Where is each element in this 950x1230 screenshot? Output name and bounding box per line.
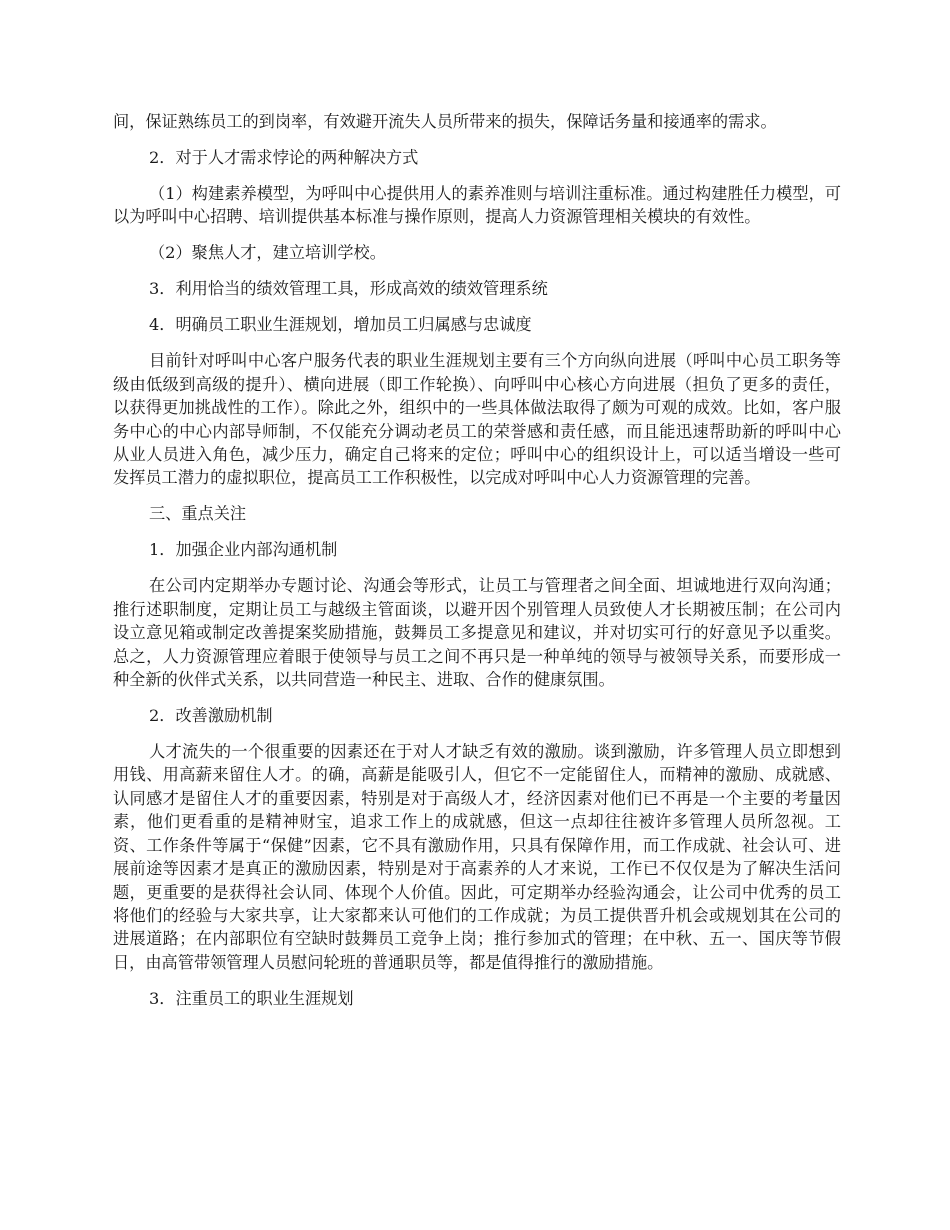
section-heading-incentives: 2．改善激励机制	[149, 706, 273, 726]
section-heading-employee-career: 3．注重员工的职业生涯规划	[149, 988, 354, 1008]
paragraph-training-school: （2）聚焦人才，建立培训学校。	[149, 243, 386, 263]
paragraph-communication: 在公司内定期举办专题讨论、沟通会等形式，让员工与管理者之间全面、坦诚地进行双向沟通；推行述职制度，定期让员工与越级主管面谈，以避开因个别管理人员致使人才长期被压制；在公司内设立意见箱或制定改善提案奖励措施，鼓舞员工多提意见和建议，并对切实可行的好意见予以重奖。总之，人力资源管理应着眼于使领导与员工之间不再只是一种单纯的领导与被领导关系，而要形成一种全新的伙伴式关系，以共同营造一种民主、进取、合作的健康氛围。	[113, 576, 841, 690]
section-heading-talent-paradox: 2．对于人才需求悖论的两种解决方式	[149, 148, 419, 167]
section-heading-career-planning: 4．明确员工职业生涯规划，增加员工归属感与忠诚度	[149, 315, 532, 335]
section-heading-communication: 1．加强企业内部沟通机制	[149, 540, 338, 560]
section-heading-key-focus: 三、重点关注	[149, 504, 247, 524]
section-heading-performance: 3．利用恰当的绩效管理工具，形成高效的绩效管理系统	[149, 279, 548, 299]
paragraph-incentives: 人才流失的一个很重要的因素还在于对人才缺乏有效的激励。谈到激励，许多管理人员立即想到用钱、用高薪来留住人才。的确，高薪是能吸引人，但它不一定能留住人，而精神的激励、成就感、认同感才是留住人才的重要因素，特别是对于高级人才，经济因素对他们已不再是一个主要的考量因素，他们更看重的是精神财宝，追求工作上的成就感，但这一点却往往被许多管理人员所忽视。工资、工作条件等属于“保健”因素，它不具有激励作用，只具有保障作用，而工作成就、社会认可、进展前途等因素才是真正的激励因素，特别是对于高素养的人才来说，工作已不仅仅是为了解决生活问题，更重要的是获得社会认同、体现个人价值。因此，可定期举办经验沟通会，让公司中优秀的员工将他们的经验与大家共享，让大家都来认可他们的工作成就；为员工提供晋升机会或规划其在公司的进展道路；在内部职位有空缺时鼓舞员工竞争上岗；推行参加式的管理；在中秋、五一、国庆等节假日，由高管带领管理人员慰问轮班的普通职员等，都是值得推行的激励措施。	[113, 742, 841, 972]
paragraph-career-development: 目前针对呼叫中心客户服务代表的职业生涯规划主要有三个方向纵向进展（呼叫中心员工职务等级由低级到高级的提升）、横向进展（即工作轮换）、向呼叫中心核心方向进展（担负了更多的责任，以获得更加挑战性的工作）。除此之外，组织中的一些具体做法取得了颇为可观的成效。比如，客户服务中心的中心内部导师制，不仅能充分调动老员工的荣誉感和责任感，而且能迅速帮助新的呼叫中心从业人员进入角色，减少压力，确定自己将来的定位；呼叫中心的组织设计上，可以适当增设一些可发挥员工潜力的虚拟职位，提高员工工作积极性，以完成对呼叫中心人力资源管理的完善。	[113, 351, 841, 488]
document-page	[113, 110, 841, 1023]
paragraph-competency-model: （1）构建素养模型，为呼叫中心提供用人的素养准则与培训注重标准。通过构建胜任力模型，可以为呼叫中心招聘、培训提供基本标准与操作原则，提高人力资源管理相关模块的有效性。	[113, 184, 841, 227]
paragraph-continuation: 间，保证熟练员工的到岗率，有效避开流失人员所带来的损失，保障话务量和接通率的需求。	[113, 112, 777, 131]
